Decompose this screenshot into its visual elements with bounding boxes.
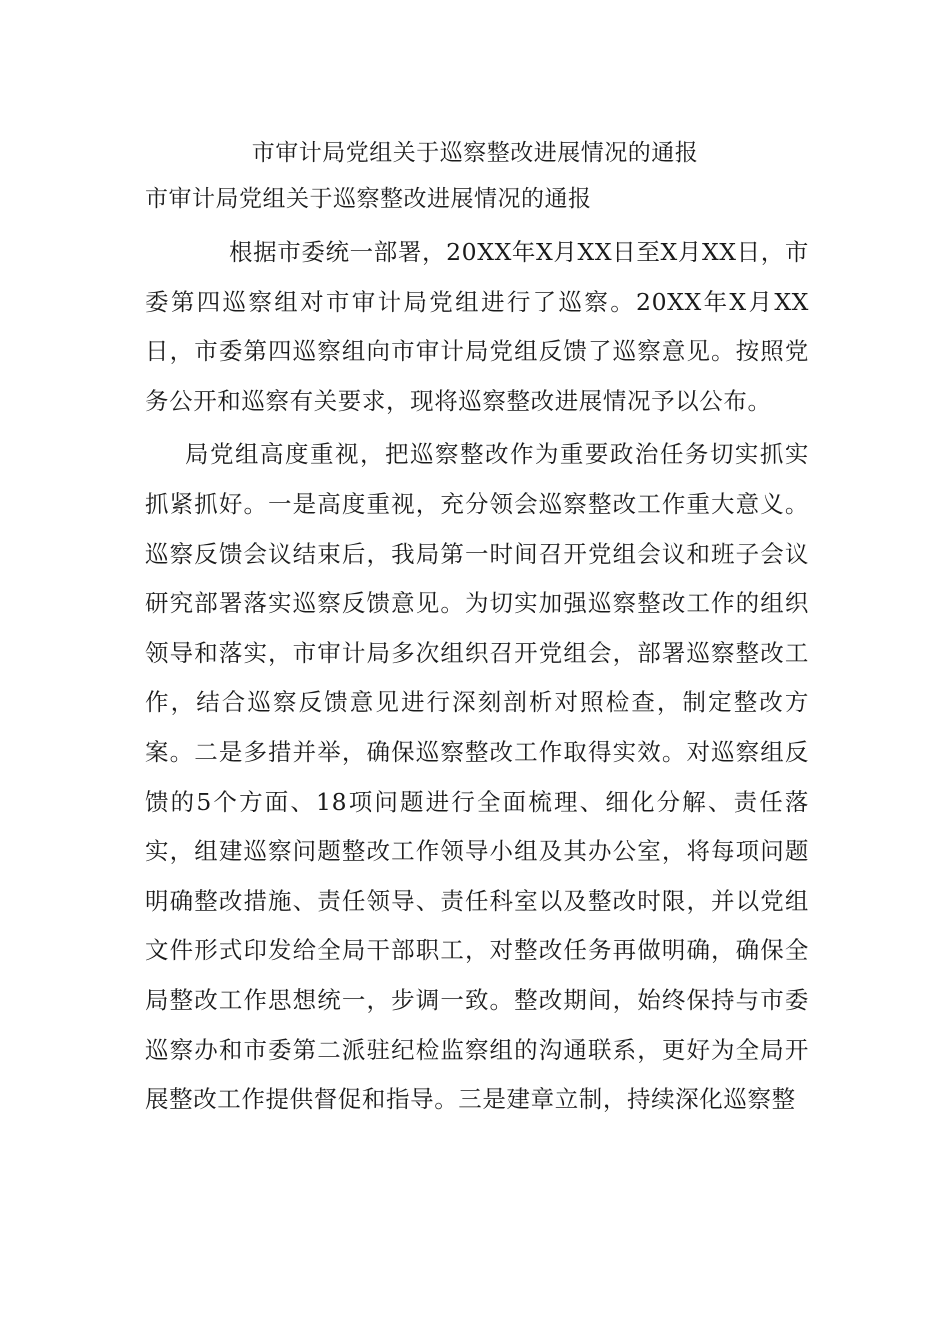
document-subtitle: 市审计局党组关于巡察整改进展情况的通报 [145, 186, 592, 212]
document-body [145, 228, 809, 1125]
paragraph-rectification: 局党组高度重视，把巡察整改作为重要政治任务切实抓实抓紧抓好。一是高度重视，充分领会巡察整改工作重大意义。巡察反馈会议结束后，我局第一时间召开党组会议和班子会议研究部署落实巡察反馈意见。为切实加强巡察整改工作的组织领导和落实，市审计局多次组织召开党组会，部署巡察整改工作，结合巡察反馈意见进行深刻剖析对照检查，制定整改方案。二是多措并举，确保巡察整改工作取得实效。对巡察组反馈的5个方面、18项问题进行全面梳理、细化分解、责任落实，组建巡察问题整改工作领导小组及其办公室，将每项问题明确整改措施、责任领导、责任科室以及整改时限，并以党组文件形式印发给全局干部职工，对整改任务再做明确，确保全局整改工作思想统一，步调一致。整改期间，始终保持与市委巡察办和市委第二派驻纪检监察组的沟通联系，更好为全局开展整改工作提供督促和指导。三是建章立制，持续深化巡察整 [145, 440, 809, 1114]
document-title: 市审计局党组关于巡察整改进展情况的通报 [251, 140, 699, 166]
paragraph-intro: 根据市委统一部署，20XX年X月XX日至X月XX日，市委第四巡察组对市审计局党组进行了巡察。20XX年X月XX日，市委第四巡察组向市审计局党组反馈了巡察意见。按照党务公开和巡察有关要求，现将巡察整改进展情况予以公布。 [145, 238, 809, 415]
